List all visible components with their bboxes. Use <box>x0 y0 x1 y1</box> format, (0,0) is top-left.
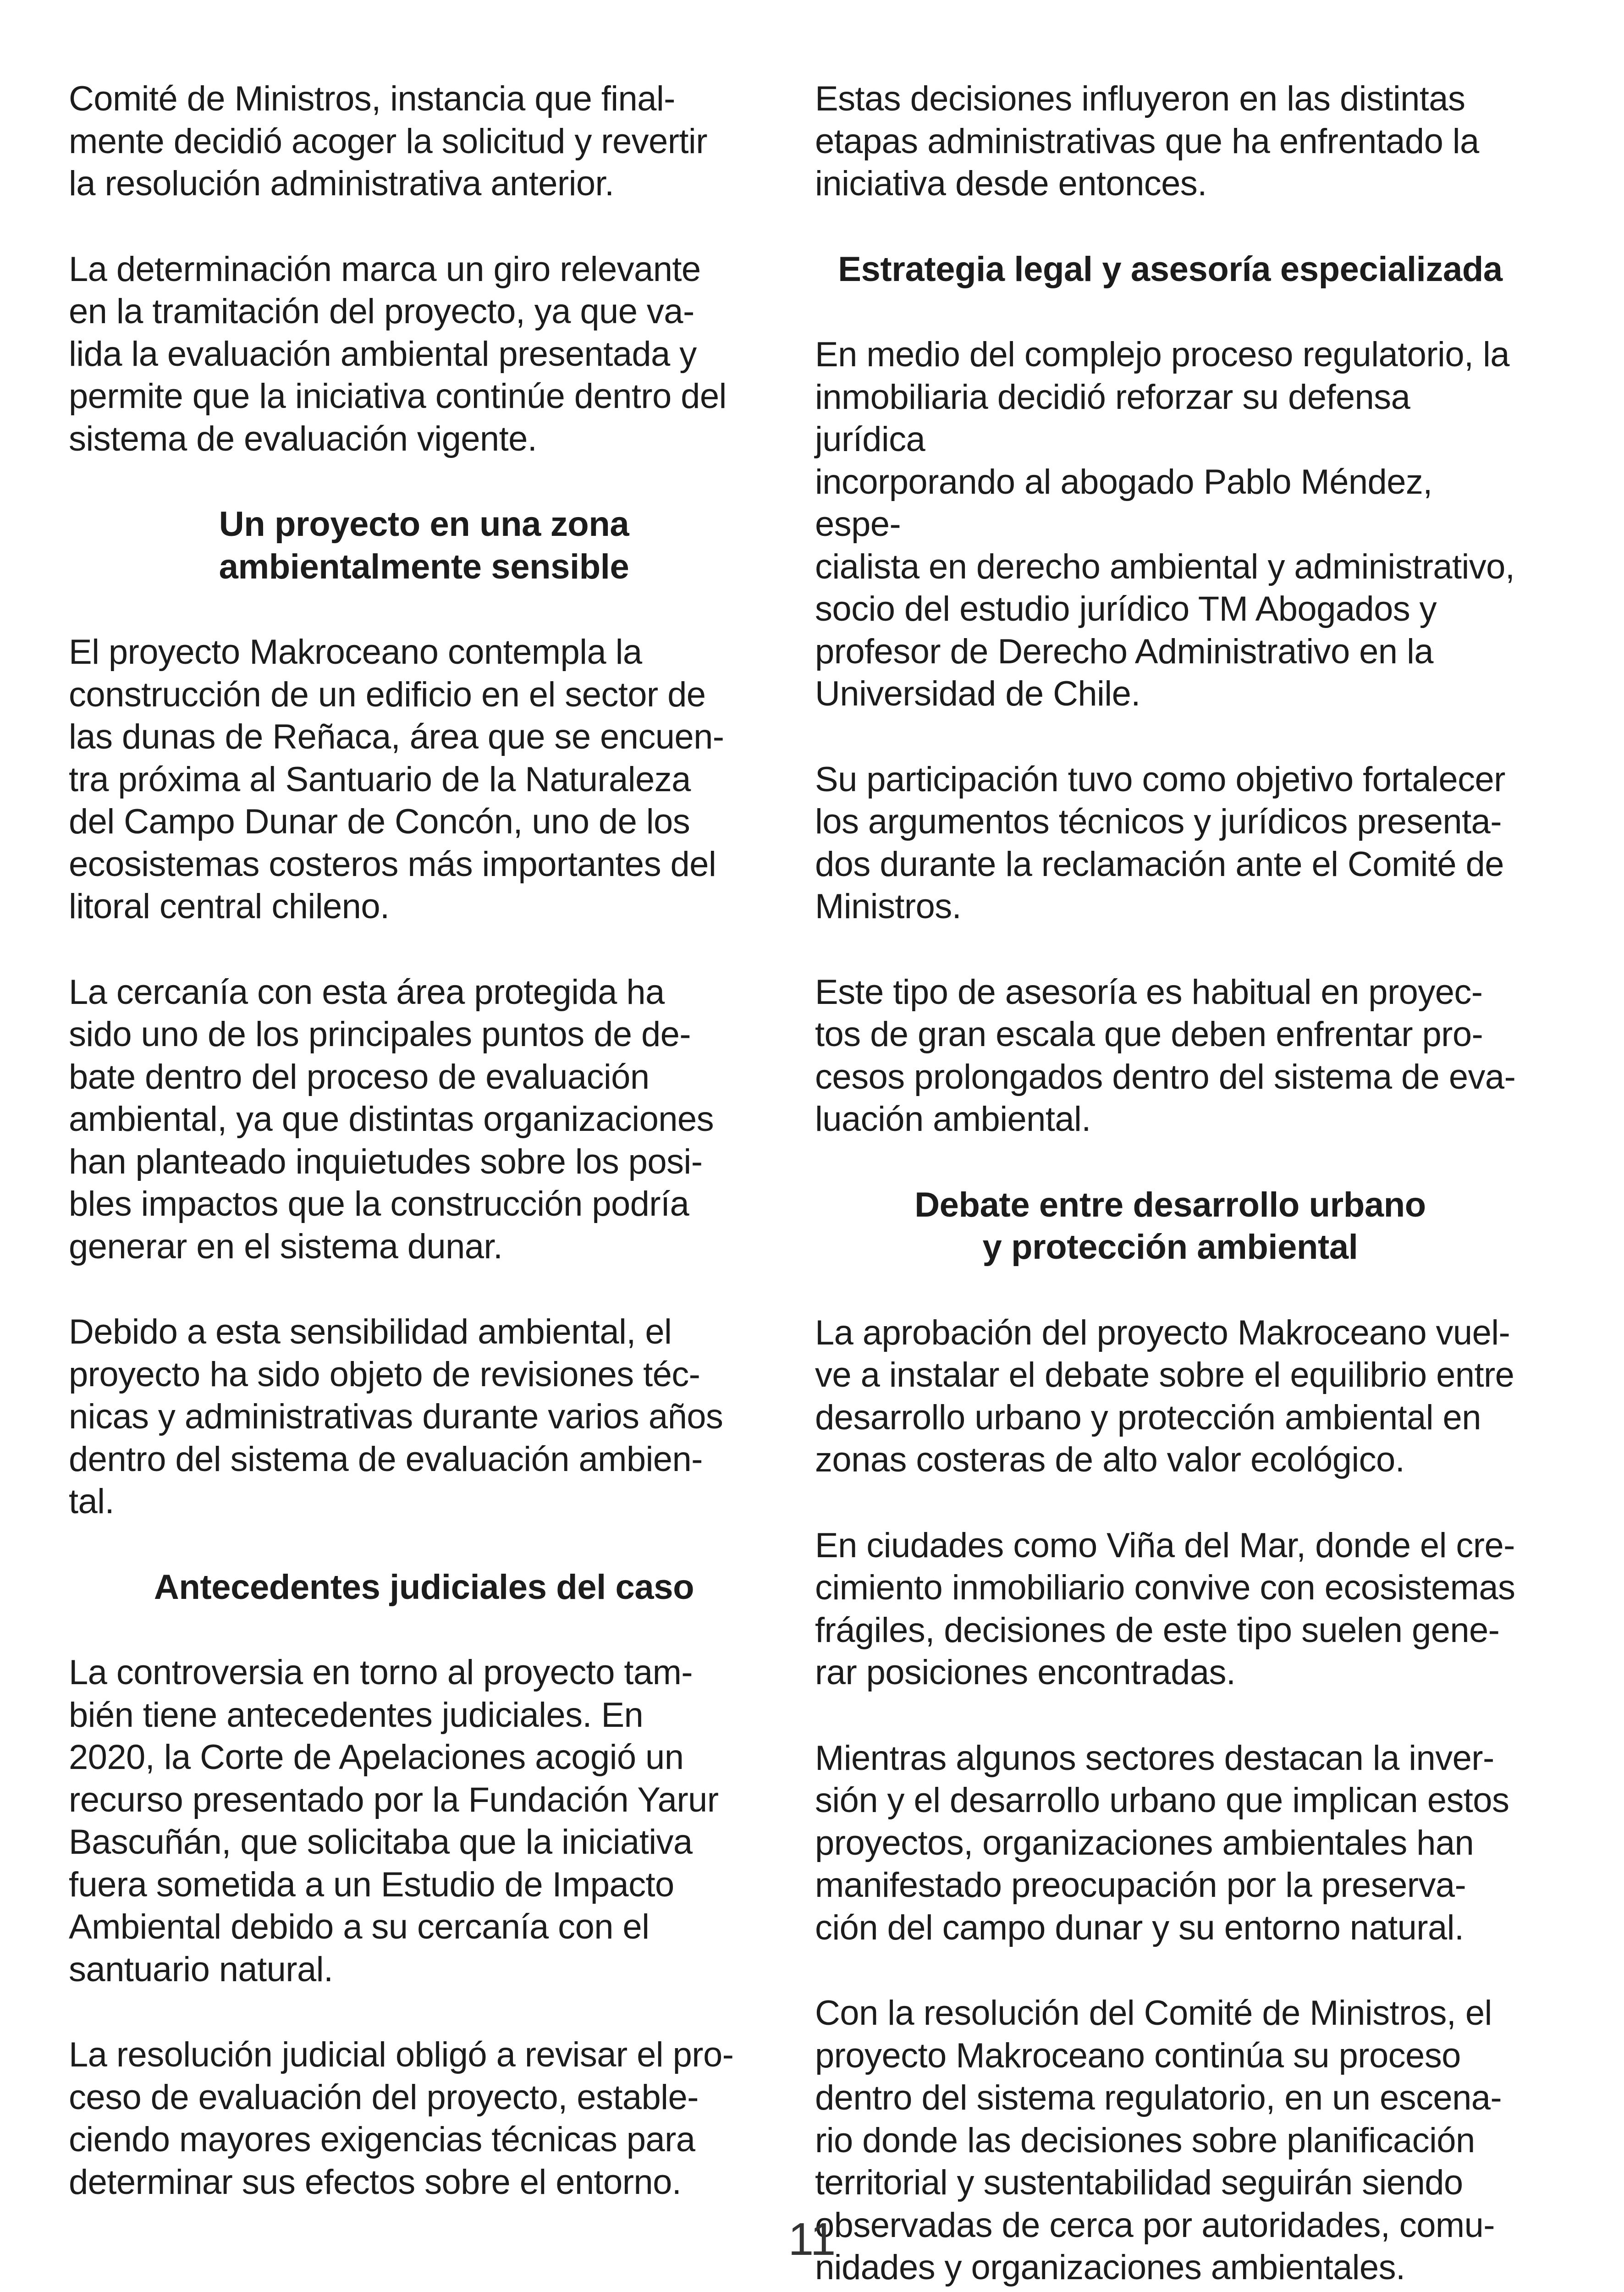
section-heading: Estrategia legal y asesoría especializada <box>838 249 1503 289</box>
left-column <box>69 78 779 2247</box>
paragraph: En medio del complejo proceso regulatorio, la inmobiliaria decidió reforzar su defensa jurídica incorporando al abogado Pablo Méndez, espe- cialista en derecho ambiental y administrativo, socio del estudio jurídico TM Abogados y profesor de Derecho Administrativo en la Universidad de Chile. <box>815 335 1515 713</box>
paragraph: La resolución judicial obligó a revisar el pro- ceso de evaluación del proyecto, estable- ciendo mayores exigencias técnicas para determinar sus efectos sobre el entorno. <box>69 2035 734 2202</box>
paragraph: Comité de Ministros, instancia que final- mente decidió acoger la solicitud y revertir la resolución administrativa anterior. <box>69 79 707 203</box>
paragraph: Con la resolución del Comité de Ministros, el proyecto Makroceano continúa su proceso dentro del sistema regulatorio, en un escena- rio donde las decisiones sobre planificación territorial y sustentabilidad seguirán siendo observadas de cerca por autoridades, comu- nidades y organizaciones ambientales. <box>815 1994 1502 2287</box>
paragraph: Este tipo de asesoría es habitual en proyec- tos de gran escala que deben enfrentar pro- cesos prolongados dentro del sistema de eva- luación ambiental. <box>815 972 1516 1139</box>
paragraph: La determinación marca un giro relevante en la tramitación del proyecto, ya que va- lida la evaluación ambiental presentada y permite que la iniciativa continúe dentro del sistema de evaluación vigente. <box>69 249 727 458</box>
section-heading: Antecedentes judiciales del caso <box>154 1567 694 1607</box>
paragraph: Estas decisiones influyeron en las distintas etapas administrativas que ha enfrentado la iniciativa desde entonces. <box>815 79 1479 203</box>
paragraph: La cercanía con esta área protegida ha sido uno de los principales puntos de de- bate dentro del proceso de evaluación ambiental, ya que distintas organizaciones han planteado inquietudes sobre los posi- bles impactos que la construcción podría generar en el sistema dunar. <box>69 972 714 1266</box>
section-heading: Un proyecto en una zona ambientalmente sensible <box>219 505 629 586</box>
paragraph: Mientras algunos sectores destacan la inver- sión y el desarrollo urbano que implican estos proyectos, organizaciones ambientales han manifestado preocupación por la preserva- ción del campo dunar y su entorno natural. <box>815 1738 1509 1947</box>
paragraph: La controversia en torno al proyecto tam- bién tiene antecedentes judiciales. En 2020, la Corte de Apelaciones acogió un recurso presentado por la Fundación Yarur Bascuñán, que solicitaba que la iniciativa fuera sometida a un Estudio de Impacto Ambiental debido a su cercanía con el santuario natural. <box>69 1653 719 1989</box>
paragraph: El proyecto Makroceano contempla la construcción de un edificio en el sector de las dunas de Reñaca, área que se encuen- tra próxima al Santuario de la Naturaleza del Campo Dunar de Concón, uno de los ecosistemas costeros más importantes del litoral central chileno. <box>69 633 724 926</box>
paragraph: La aprobación del proyecto Makroceano vuel- ve a instalar el debate sobre el equilibrio entre desarrollo urbano y protección ambiental en zonas costeras de alto valor ecológico. <box>815 1313 1514 1479</box>
section-heading: Debate entre desarrollo urbano y protección ambiental <box>914 1185 1426 1267</box>
page-number: 11 <box>788 2214 836 2265</box>
paragraph: Su participación tuvo como objetivo fortalecer los argumentos técnicos y jurídicos presenta- dos durante la reclamación ante el Comité de Ministros. <box>815 760 1505 926</box>
right-column <box>815 78 1525 2292</box>
paragraph: En ciudades como Viña del Mar, donde el cre- cimiento inmobiliario convive con ecosistemas frágiles, decisiones de este tipo suelen gene- rar posiciones encontradas. <box>815 1526 1515 1692</box>
paragraph: Debido a esta sensibilidad ambiental, el proyecto ha sido objeto de revisiones téc- nicas y administrativas durante varios años dentro del sistema de evaluación ambien- tal. <box>69 1312 723 1521</box>
